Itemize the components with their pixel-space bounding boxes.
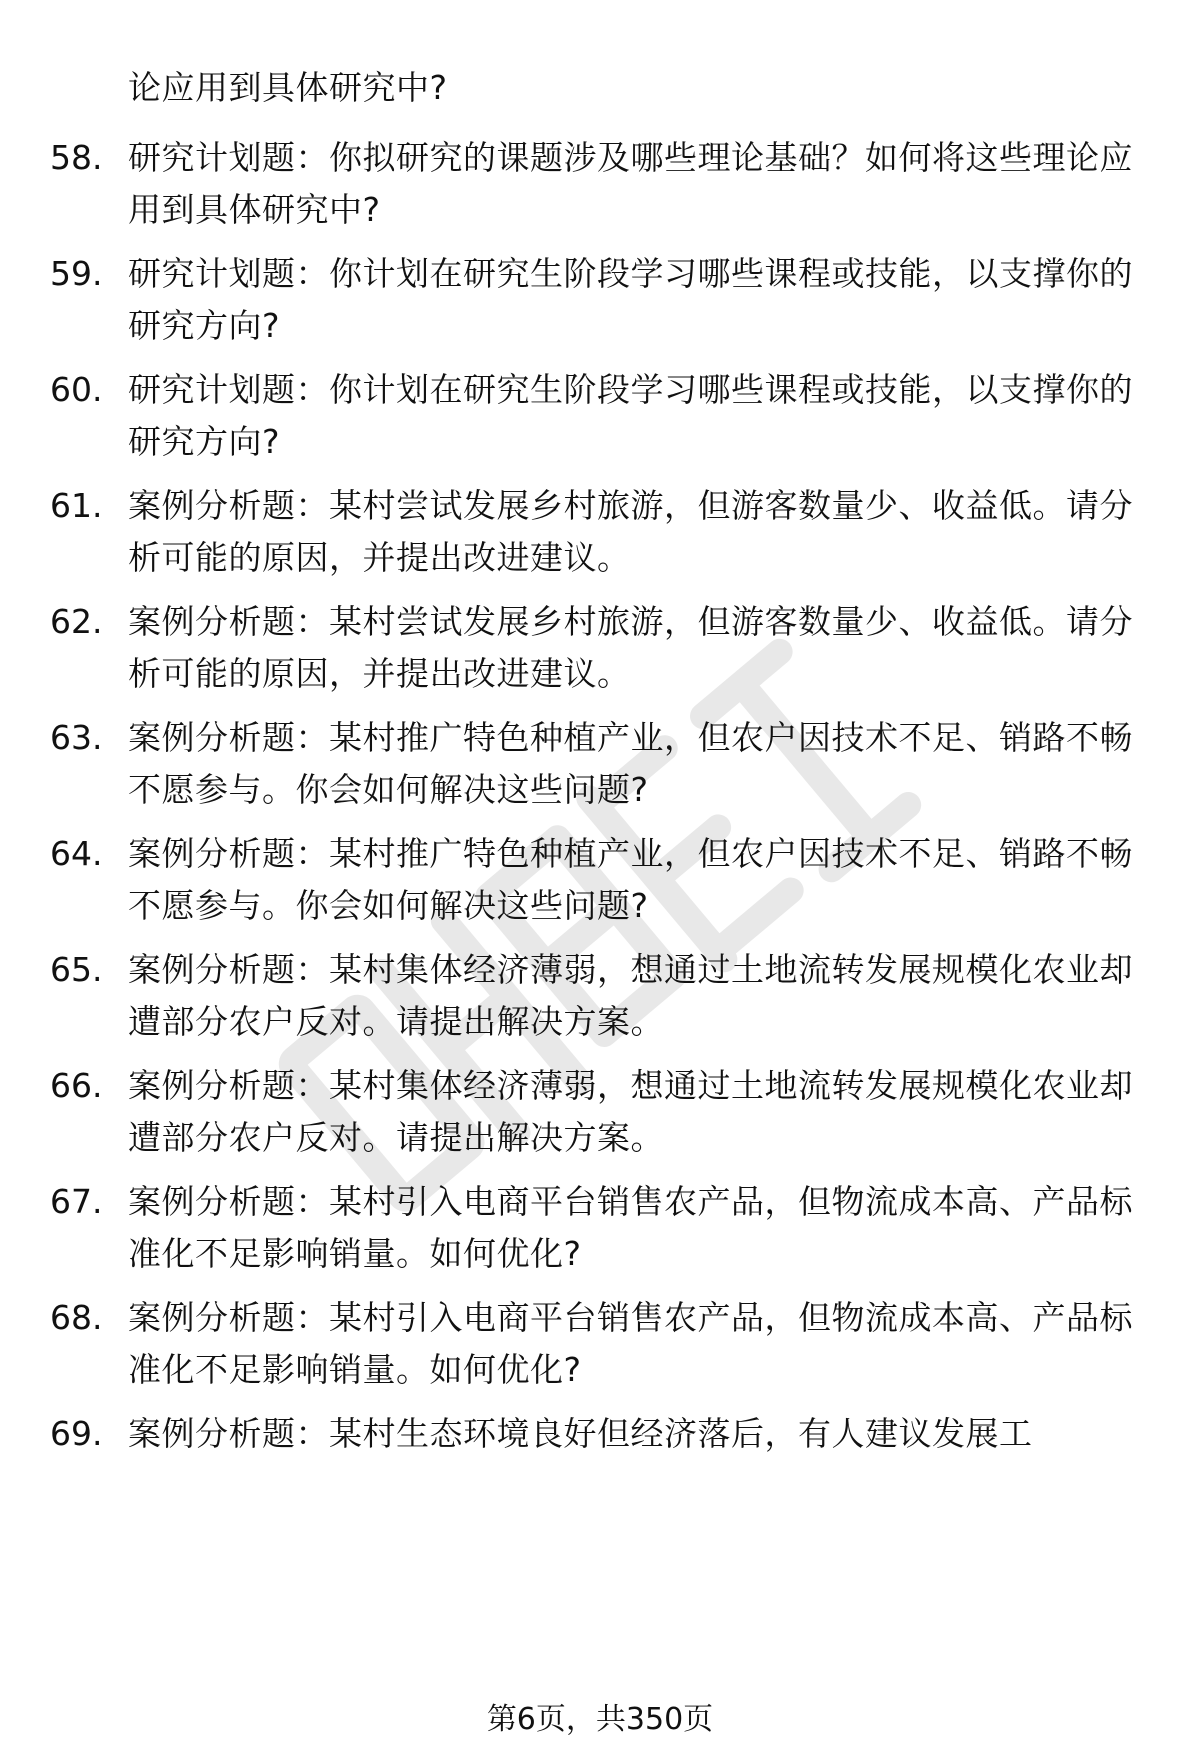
question-number: 58. — [50, 138, 103, 177]
question-number: 63. — [50, 718, 103, 757]
question-text: 研究计划题：你计划在研究生阶段学习哪些课程或技能，以支撑你的研究方向? — [128, 254, 1133, 345]
question-text: 研究计划题：你计划在研究生阶段学习哪些课程或技能，以支撑你的研究方向? — [128, 370, 1133, 461]
continuation-line: 论应用到具体研究中? — [128, 68, 448, 107]
question-number: 65. — [50, 950, 103, 989]
question-text: 案例分析题：某村尝试发展乡村旅游，但游客数量少、收益低。请分析可能的原因，并提出改进建议。 — [128, 602, 1133, 693]
question-text: 案例分析题：某村引入电商平台销售农产品，但物流成本高、产品标准化不足影响销量。如何优化? — [128, 1182, 1133, 1273]
page-footer: 第6页，共350页 — [486, 1702, 714, 1737]
question-number: 69. — [50, 1414, 103, 1453]
question-number: 67. — [50, 1182, 103, 1221]
question-text: 案例分析题：某村推广特色种植产业，但农户因技术不足、销路不畅不愿参与。你会如何解决这些问题? — [128, 718, 1133, 809]
question-number: 61. — [50, 486, 103, 525]
question-number: 64. — [50, 834, 103, 873]
question-text: 案例分析题：某村引入电商平台销售农产品，但物流成本高、产品标准化不足影响销量。如何优化? — [128, 1298, 1133, 1389]
question-number: 68. — [50, 1298, 103, 1337]
question-number: 60. — [50, 370, 103, 409]
question-text: 案例分析题：某村尝试发展乡村旅游，但游客数量少、收益低。请分析可能的原因，并提出改进建议。 — [128, 486, 1133, 577]
question-number: 66. — [50, 1066, 103, 1105]
question-text: 案例分析题：某村集体经济薄弱，想通过土地流转发展规模化农业却遭部分农户反对。请提出解决方案。 — [128, 1066, 1133, 1157]
question-number: 62. — [50, 602, 103, 641]
question-text: 研究计划题：你拟研究的课题涉及哪些理论基础？如何将这些理论应用到具体研究中? — [128, 138, 1133, 229]
question-text: 案例分析题：某村推广特色种植产业，但农户因技术不足、销路不畅不愿参与。你会如何解决这些问题? — [128, 834, 1133, 925]
question-text: 案例分析题：某村集体经济薄弱，想通过土地流转发展规模化农业却遭部分农户反对。请提出解决方案。 — [128, 950, 1133, 1041]
question-text: 案例分析题：某村生态环境良好但经济落后，有人建议发展工 — [128, 1414, 1033, 1453]
question-number: 59. — [50, 254, 103, 293]
